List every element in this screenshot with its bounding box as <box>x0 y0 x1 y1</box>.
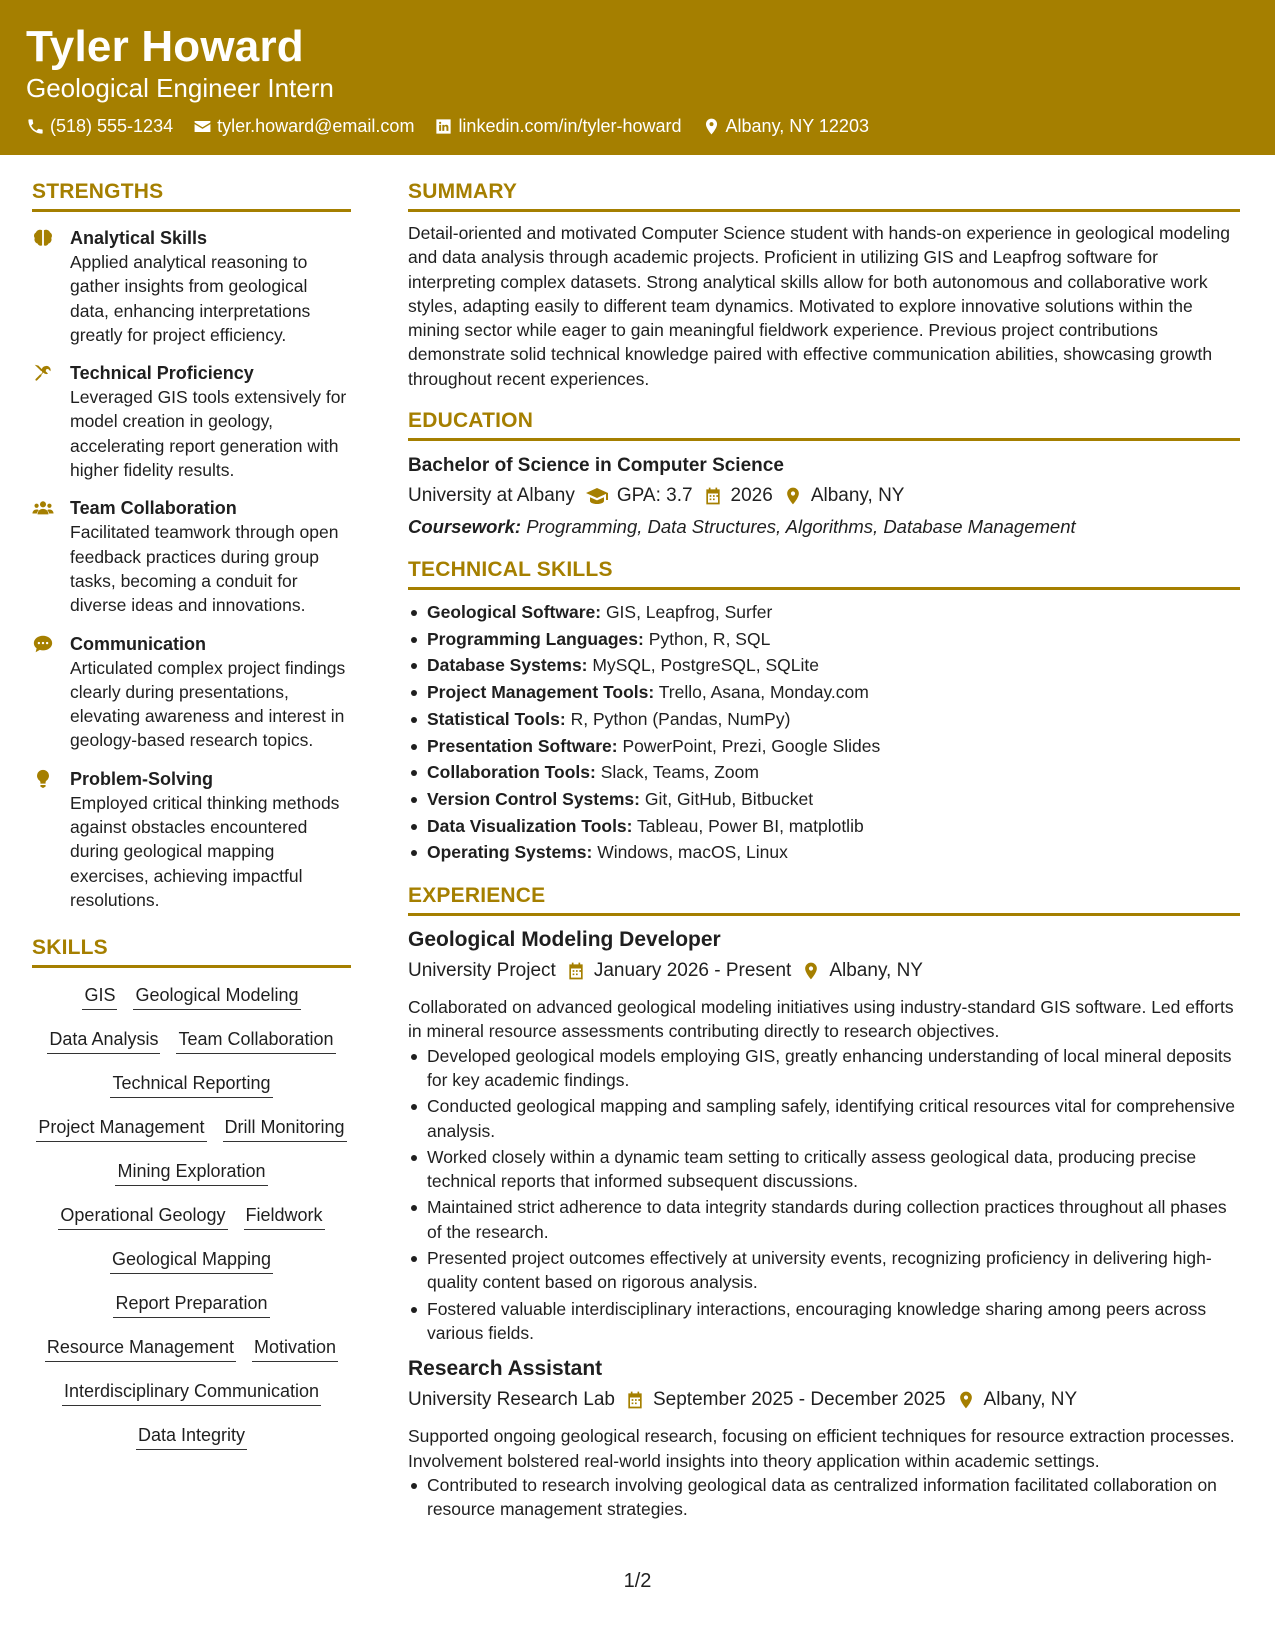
tech-skill-label: Project Management Tools: <box>427 682 655 703</box>
tech-skill-value: Tableau, Power BI, matplotlib <box>637 815 864 836</box>
skill-tag: Data Integrity <box>136 1424 247 1450</box>
candidate-name: Tyler Howard <box>26 22 304 71</box>
list-item <box>408 706 1240 733</box>
calendar-icon <box>625 1390 645 1410</box>
map-pin-icon <box>783 486 803 506</box>
skill-tag: Technical Reporting <box>110 1072 272 1098</box>
tech-skill-label: Database Systems: <box>427 655 588 676</box>
list-item: Developed geological models employing GIS, greatly enhancing understanding of local mineral deposits for key academic findings. <box>408 1044 1240 1093</box>
phone-icon <box>26 117 45 136</box>
resume-header <box>0 0 1275 155</box>
contact-email[interactable] <box>193 116 414 137</box>
strength-name: Communication <box>70 633 207 654</box>
tech-skill-value: Windows, macOS, Linux <box>597 842 788 863</box>
tech-skill-label: Programming Languages: <box>427 628 644 649</box>
education-title: EDUCATION <box>408 407 1240 441</box>
list-item: Conducted geological mapping and sampling safely, identifying critical resources vital for comprehensive analysis. <box>408 1094 1240 1143</box>
contact-location <box>702 116 869 137</box>
skills-list <box>32 984 351 1450</box>
strength-name: Technical Proficiency <box>70 363 254 384</box>
experience-title: EXPERIENCE <box>408 882 1240 916</box>
skill-tag: Geological Mapping <box>110 1248 273 1274</box>
strengths-title: STRENGTHS <box>32 178 351 212</box>
map-pin-icon <box>956 1390 976 1410</box>
phone-text: (518) 555-1234 <box>50 116 174 136</box>
comment-icon <box>32 633 54 655</box>
job-title: Research Assistant <box>408 1357 603 1381</box>
job-description: Collaborated on advanced geological modeling initiatives using industry-standard GIS software. Led efforts in mineral resource assessments contributing directly to research objectives. <box>408 997 1234 1042</box>
list-item <box>408 759 1240 786</box>
strengths-list <box>32 226 351 912</box>
tech-skill-value: Git, GitHub, Bitbucket <box>644 789 814 809</box>
strength-desc: Articulated complex project findings clearly during presentations, elevating awareness and interest in geology-based research topics. <box>70 657 346 751</box>
tech-skill-label: Version Control Systems: <box>427 789 640 809</box>
job-entry <box>408 1355 1240 1521</box>
graduation-cap-icon <box>585 484 609 508</box>
strength-item <box>32 226 351 347</box>
skill-tag: Drill Monitoring <box>223 1116 347 1142</box>
strength-item <box>32 767 351 912</box>
tech-skill-label: Collaboration Tools: <box>427 762 596 783</box>
skill-tag: Data Analysis <box>47 1028 160 1054</box>
list-item <box>408 839 1240 866</box>
envelope-icon <box>193 117 212 136</box>
list-item <box>408 733 1240 760</box>
tech-skill-label: Data Visualization Tools: <box>427 815 633 836</box>
calendar-icon <box>566 961 586 981</box>
graduation-year: 2026 <box>730 485 773 507</box>
users-icon <box>32 497 54 519</box>
school-location: Albany, NY <box>810 485 905 507</box>
education-meta <box>408 482 1240 510</box>
tech-skill-value: Trello, Asana, Monday.com <box>658 682 869 703</box>
skill-tag: Motivation <box>252 1336 338 1362</box>
list-item <box>408 626 1240 653</box>
strength-desc: Applied analytical reasoning to gather insights from geological data, enhancing interpretations greatly for project efficiency. <box>70 252 311 345</box>
list-item <box>408 679 1240 706</box>
job-org: University Research Lab <box>408 1389 615 1411</box>
job-entry <box>408 926 1240 1345</box>
map-pin-icon <box>702 117 721 136</box>
coursework <box>408 514 1240 540</box>
tech-skill-label: Presentation Software: <box>427 735 618 756</box>
strength-name: Problem-Solving <box>70 768 214 789</box>
strength-name: Team Collaboration <box>70 498 237 519</box>
email-text: tyler.howard@email.com <box>217 116 415 136</box>
brain-icon <box>32 227 54 249</box>
list-item: Worked closely within a dynamic team setting to critically assess geological data, producing precise technical reports that informed subsequent discussions. <box>408 1145 1240 1194</box>
skill-tag: Report Preparation <box>113 1292 269 1318</box>
technical-skills-list <box>408 599 1240 866</box>
tech-skill-value: R, Python (Pandas, NumPy) <box>570 708 791 729</box>
left-column <box>32 178 351 1450</box>
tech-skill-value: Python, R, SQL <box>648 628 771 649</box>
contact-linkedin[interactable] <box>434 116 681 137</box>
list-item: Contributed to research involving geological data as centralized information facilitated collaboration on resource management strategies. <box>408 1473 1240 1522</box>
lightbulb-icon <box>32 768 54 790</box>
strength-desc: Facilitated teamwork through open feedback practices during group tasks, becoming a conduit for diverse ideas and innovations. <box>70 522 339 616</box>
coursework-text: Programming, Data Structures, Algorithms, Database Management <box>526 516 1076 538</box>
strength-desc: Leveraged GIS tools extensively for model creation in geology, accelerating report generation with higher fidelity results. <box>70 387 347 481</box>
job-description: Supported ongoing geological research, focusing on efficient techniques for resource extraction processes. Involvement bolstered real-world insights into theory application within academic settings. <box>408 1426 1235 1471</box>
location-text: Albany, NY 12203 <box>725 116 869 136</box>
job-bullets <box>408 1473 1240 1522</box>
job-dates: September 2025 - December 2025 <box>652 1389 946 1411</box>
list-item <box>408 813 1240 840</box>
job-org: University Project <box>408 960 556 982</box>
list-item: Presented project outcomes effectively at university events, recognizing proficiency in delivering high-quality content based on rigorous analysis. <box>408 1246 1240 1295</box>
list-item <box>408 786 1240 813</box>
map-pin-icon <box>801 961 821 981</box>
strength-desc: Employed critical thinking methods against obstacles encountered during geological mapping exercises, achieving impactful resolutions. <box>70 792 340 910</box>
strength-item <box>32 496 351 617</box>
skill-tag: GIS <box>82 984 117 1010</box>
linkedin-text: linkedin.com/in/tyler-howard <box>458 116 682 136</box>
skill-tag: Mining Exploration <box>115 1160 267 1186</box>
tech-skill-value: GIS, Leapfrog, Surfer <box>605 602 773 623</box>
summary-title: SUMMARY <box>408 178 1240 212</box>
job-location: Albany, NY <box>983 1389 1078 1411</box>
list-item <box>408 652 1240 679</box>
skill-tag: Interdisciplinary Communication <box>62 1380 321 1406</box>
contact-phone[interactable] <box>26 116 173 137</box>
strength-name: Analytical Skills <box>70 228 208 248</box>
skill-tag: Operational Geology <box>58 1204 227 1230</box>
skill-tag: Fieldwork <box>244 1204 325 1230</box>
job-meta <box>408 957 1240 985</box>
tech-skill-value: Slack, Teams, Zoom <box>600 762 759 783</box>
list-item: Maintained strict adherence to data integrity standards during collection practices throughout all phases of the research. <box>408 1195 1240 1244</box>
strength-item <box>32 361 351 482</box>
skill-tag: Resource Management <box>45 1336 236 1362</box>
skill-tag: Project Management <box>36 1116 206 1142</box>
tech-skill-value: PowerPoint, Prezi, Google Slides <box>622 735 881 756</box>
right-column <box>408 178 1240 1523</box>
skills-title: SKILLS <box>32 934 351 968</box>
tech-skill-label: Geological Software: <box>427 602 602 623</box>
job-location: Albany, NY <box>829 960 923 982</box>
tech-skill-value: MySQL, PostgreSQL, SQLite <box>592 655 819 676</box>
degree-name: Bachelor of Science in Computer Science <box>408 455 784 477</box>
page-number: 1/2 <box>623 1570 652 1592</box>
job-meta <box>408 1386 1240 1414</box>
school-name: University at Albany <box>408 485 575 507</box>
list-item <box>408 599 1240 626</box>
tech-skill-label: Operating Systems: <box>427 842 593 863</box>
strength-item <box>32 632 351 753</box>
gpa-text: GPA: 3.7 <box>616 485 693 507</box>
summary-text: Detail-oriented and motivated Computer Science student with hands-on experience in geological modeling and data analysis through academic projects. Proficient in utilizing GIS and Leapfrog software for interpreting complex datasets. Strong analytical skills allow for both autonomous and collaborative work styles, adapting easily to different team dynamics. Motivated to explore innovative solutions within the mining sector while eager to gain meaningful fieldwork experience. Previous project contributions demonstrate solid technical knowledge paired with effective communication abilities, showcasing growth throughout recent experiences. <box>408 223 1231 389</box>
tech-skill-label: Statistical Tools: <box>427 708 566 729</box>
linkedin-icon <box>434 117 453 136</box>
contact-row <box>26 116 1249 137</box>
skill-tag: Geological Modeling <box>133 984 300 1010</box>
job-title: Geological Modeling Developer <box>408 928 721 952</box>
job-dates: January 2026 - Present <box>593 960 792 982</box>
job-bullets <box>408 1044 1240 1346</box>
tools-icon <box>32 362 54 384</box>
candidate-title: Geological Engineer Intern <box>26 73 334 103</box>
technical-skills-title: TECHNICAL SKILLS <box>408 556 1240 590</box>
skill-tag: Team Collaboration <box>176 1028 335 1054</box>
calendar-icon <box>703 486 723 506</box>
list-item: Fostered valuable interdisciplinary interactions, encouraging knowledge sharing among peers across various fields. <box>408 1297 1240 1346</box>
coursework-label: Coursework: <box>408 516 522 538</box>
